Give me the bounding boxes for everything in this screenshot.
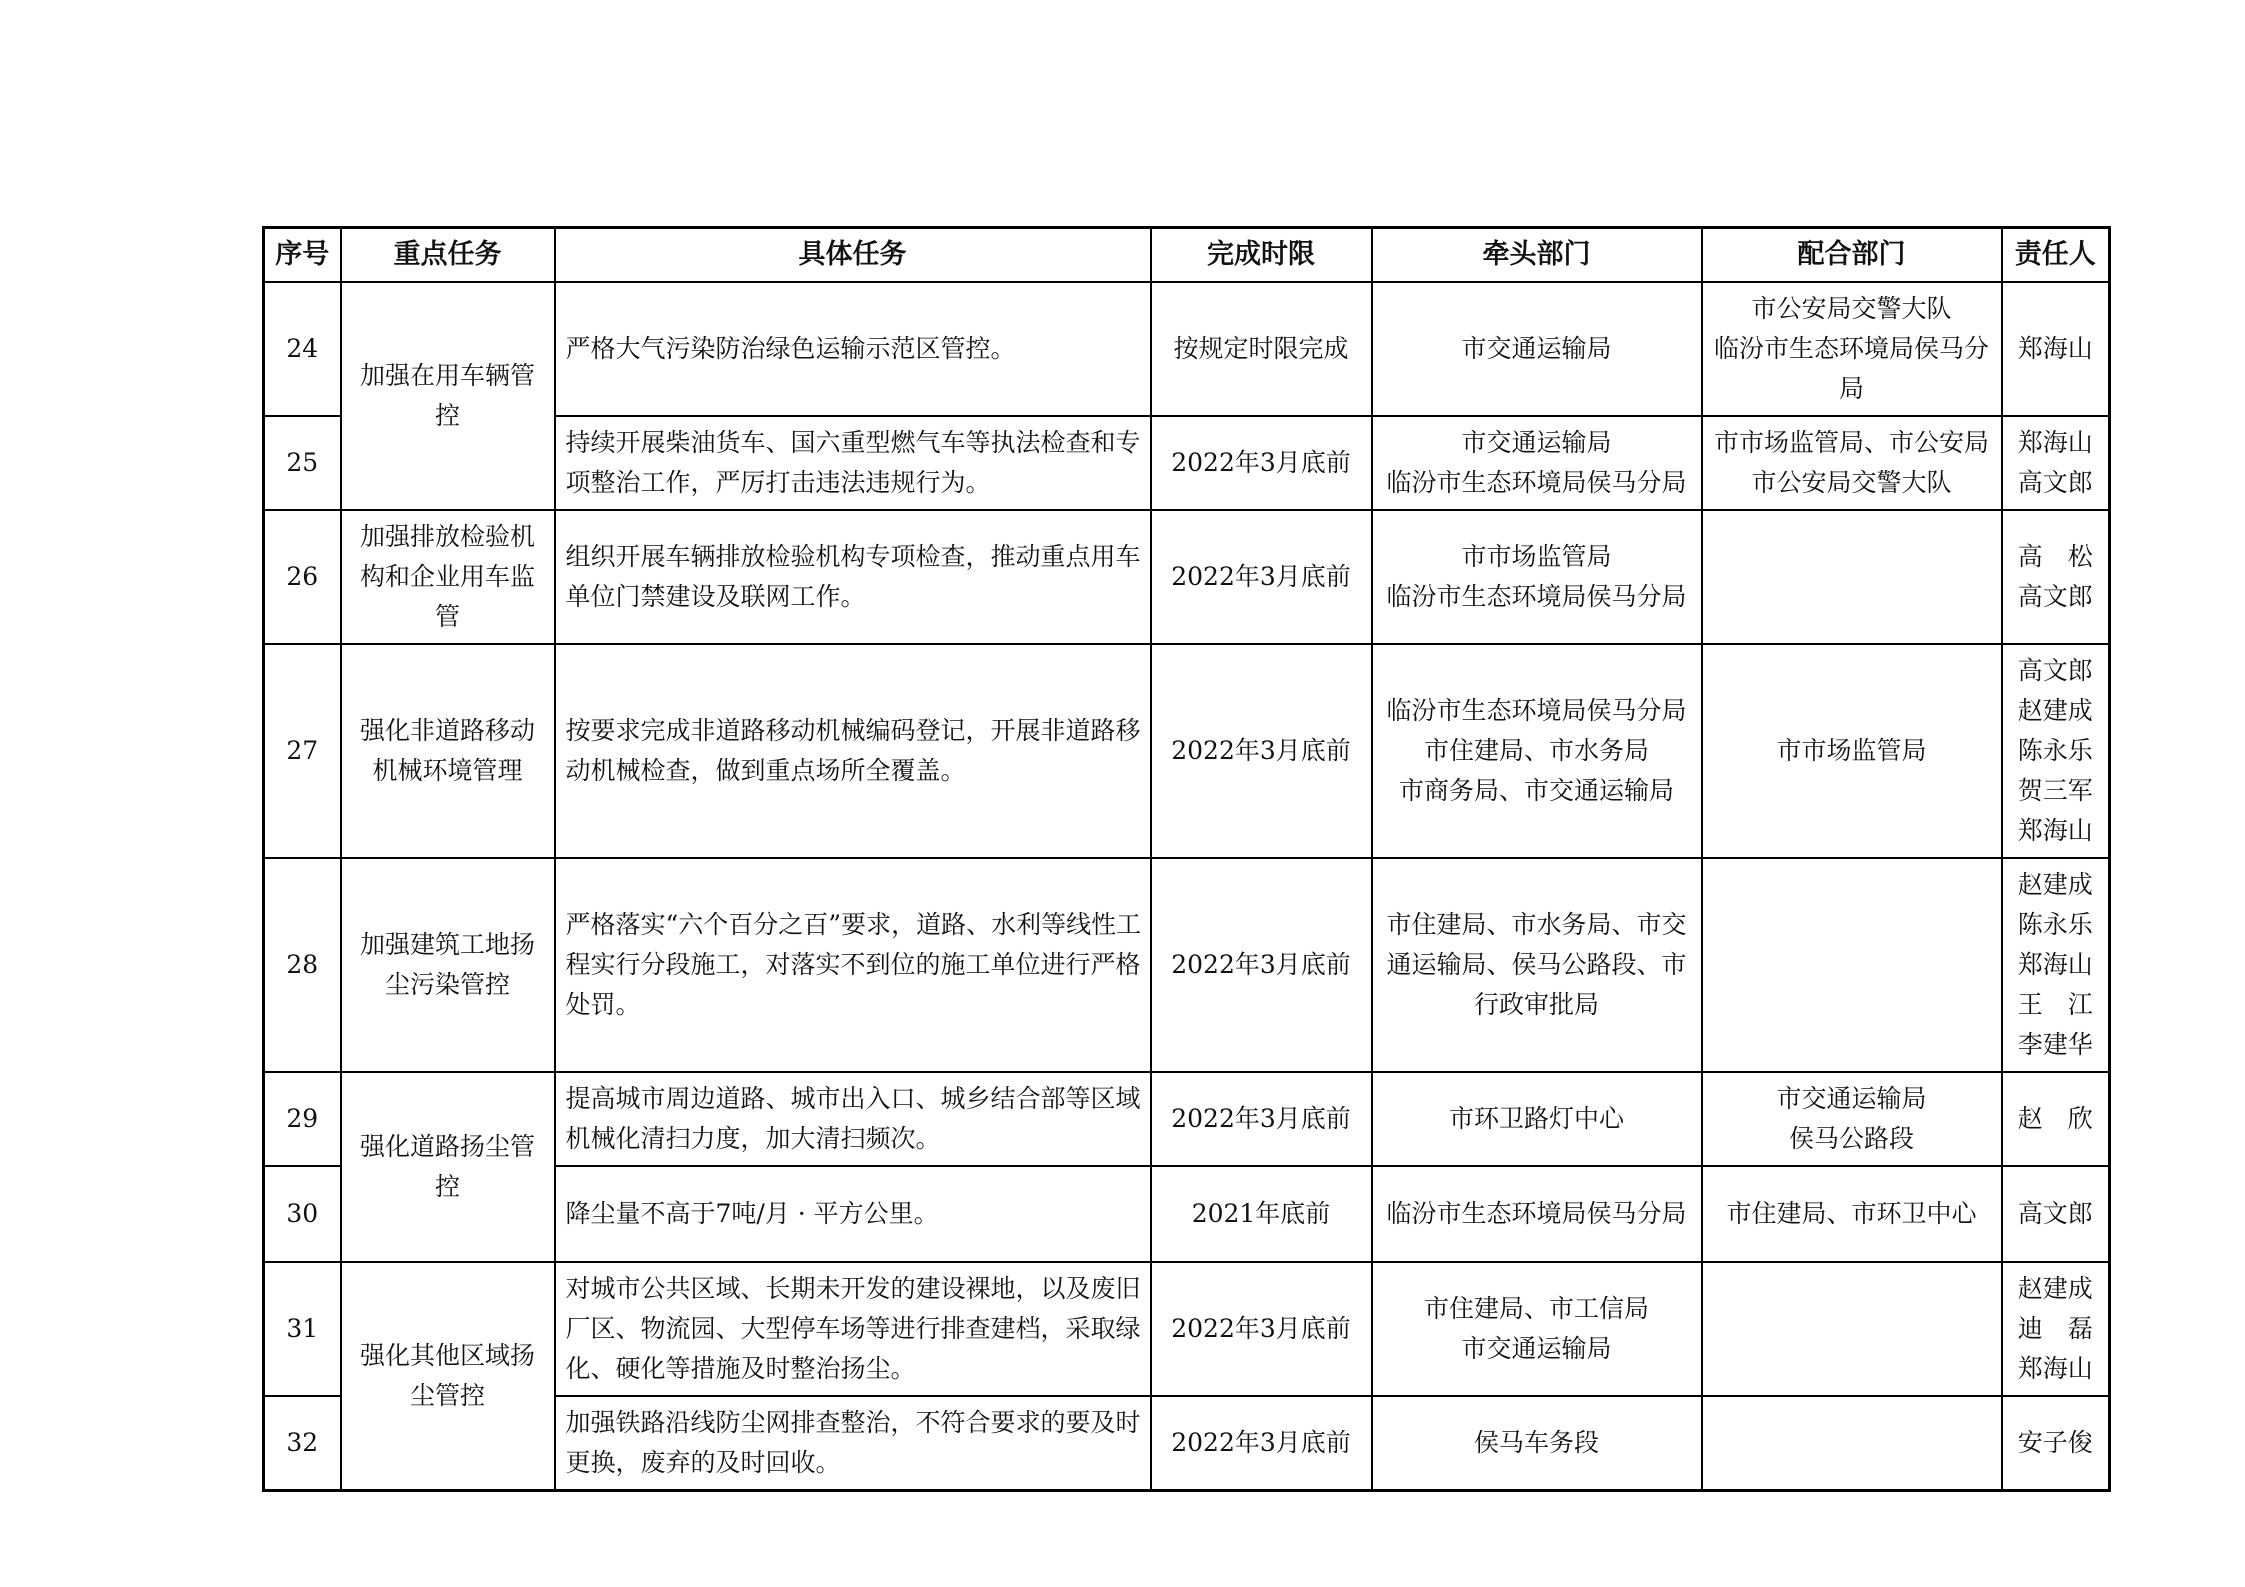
lead-department-cell <box>1372 1166 1702 1262</box>
header-cell-deadline: 完成时限 <box>1151 228 1372 283</box>
lead-department-line: 临汾市生态环境局侯马分局 <box>1386 582 1687 611</box>
header-cell-detail: 具体任务 <box>555 228 1151 283</box>
table-body <box>264 282 2110 1491</box>
cooperating-department-line: 临汾市生态环境局侯马分局 <box>1713 334 1989 403</box>
row-number: 29 <box>264 1072 341 1166</box>
key-task-cell: 加强排放检验机构和企业用车监管 <box>341 510 555 644</box>
deadline-cell: 2022年3月底前 <box>1151 1396 1372 1491</box>
responsible-person-name: 赵建成 <box>2017 870 2093 899</box>
table-row <box>264 858 2110 1072</box>
responsible-person-name: 赵建成 <box>2017 1274 2093 1303</box>
cooperating-department-cell <box>1702 1072 2002 1166</box>
responsible-person-cell <box>2002 1072 2110 1166</box>
lead-department-cell <box>1372 1262 1702 1396</box>
table-row <box>264 1262 2110 1396</box>
deadline-cell: 2022年3月底前 <box>1151 858 1372 1072</box>
lead-department-cell <box>1372 416 1702 510</box>
responsible-person-name: 迪 磊 <box>2017 1314 2093 1343</box>
cooperating-department-line: 侯马公路段 <box>1788 1124 1914 1153</box>
responsible-person-name: 贺三军 <box>2017 776 2093 805</box>
lead-department-line: 临汾市生态环境局侯马分局 <box>1386 696 1687 725</box>
header-cell-task: 重点任务 <box>341 228 555 283</box>
row-number: 27 <box>264 644 341 858</box>
header-row <box>264 228 2110 283</box>
lead-department-cell <box>1372 282 1702 416</box>
responsible-person-cell <box>2002 1262 2110 1396</box>
header-cell-lead: 牵头部门 <box>1372 228 1702 283</box>
cooperating-department-cell <box>1702 1166 2002 1262</box>
row-number: 26 <box>264 510 341 644</box>
responsible-person-cell <box>2002 510 2110 644</box>
cooperating-department-cell <box>1702 644 2002 858</box>
lead-department-line: 市交通运输局 <box>1461 428 1612 457</box>
task-detail-cell: 对城市公共区域、长期未开发的建设裸地，以及废旧厂区、物流园、大型停车场等进行排查建档，采取绿化、硬化等措施及时整治扬尘。 <box>555 1262 1151 1396</box>
deadline-cell: 2022年3月底前 <box>1151 1262 1372 1396</box>
lead-department-line: 市商务局、市交通运输局 <box>1398 776 1674 805</box>
task-detail-cell: 严格落实“六个百分之百”要求，道路、水利等线性工程实行分段施工，对落实不到位的施工单位进行严格处罚。 <box>555 858 1151 1072</box>
key-task-cell: 强化其他区域扬尘管控 <box>341 1262 555 1491</box>
lead-department-line: 临汾市生态环境局侯马分局 <box>1386 1199 1687 1228</box>
responsible-person-name: 高文郎 <box>2017 582 2093 611</box>
responsible-person-name: 李建华 <box>2017 1030 2093 1059</box>
responsible-person-cell <box>2002 416 2110 510</box>
cooperating-department-line: 市交通运输局 <box>1776 1084 1927 1113</box>
responsible-person-name: 陈永乐 <box>2017 736 2093 765</box>
lead-department-cell <box>1372 858 1702 1072</box>
row-number: 32 <box>264 1396 341 1491</box>
task-detail-cell: 组织开展车辆排放检验机构专项检查，推动重点用车单位门禁建设及联网工作。 <box>555 510 1151 644</box>
responsible-person-name: 高文郎 <box>2017 1199 2093 1228</box>
responsible-person-name: 郑海山 <box>2017 334 2093 363</box>
lead-department-line: 市住建局、市水务局 <box>1423 736 1649 765</box>
cooperating-department-cell <box>1702 1262 2002 1396</box>
responsible-person-name: 高文郎 <box>2017 468 2093 497</box>
responsible-person-name: 陈永乐 <box>2017 910 2093 939</box>
table-row <box>264 644 2110 858</box>
responsible-person-cell <box>2002 858 2110 1072</box>
deadline-cell: 2022年3月底前 <box>1151 644 1372 858</box>
responsible-person-name: 郑海山 <box>2017 428 2093 457</box>
responsible-person-name: 高 松 <box>2017 542 2093 571</box>
cooperating-department-cell <box>1702 282 2002 416</box>
task-table <box>262 226 2111 1492</box>
lead-department-line: 市环卫路灯中心 <box>1448 1104 1624 1133</box>
responsible-person-cell <box>2002 644 2110 858</box>
table-row <box>264 1072 2110 1166</box>
cooperating-department-line: 市住建局、市环卫中心 <box>1726 1199 1977 1228</box>
lead-department-cell <box>1372 510 1702 644</box>
header-cell-coop: 配合部门 <box>1702 228 2002 283</box>
deadline-cell: 2021年底前 <box>1151 1166 1372 1262</box>
responsible-person-cell <box>2002 1396 2110 1491</box>
header-cell-owner: 责任人 <box>2002 228 2110 283</box>
row-number: 28 <box>264 858 341 1072</box>
lead-department-cell <box>1372 1072 1702 1166</box>
cooperating-department-cell <box>1702 510 2002 644</box>
row-number: 24 <box>264 282 341 416</box>
task-detail-cell: 严格大气污染防治绿色运输示范区管控。 <box>555 282 1151 416</box>
key-task-cell: 加强建筑工地扬尘污染管控 <box>341 858 555 1072</box>
responsible-person-cell <box>2002 1166 2110 1262</box>
row-number: 31 <box>264 1262 341 1396</box>
responsible-person-cell <box>2002 282 2110 416</box>
cooperating-department-line: 市市场监管局 <box>1776 736 1927 765</box>
row-number: 25 <box>264 416 341 510</box>
key-task-cell: 加强在用车辆管控 <box>341 282 555 510</box>
lead-department-line: 市交通运输局 <box>1461 1334 1612 1363</box>
cooperating-department-line: 市公安局交警大队 <box>1751 468 1952 497</box>
key-task-cell: 强化非道路移动机械环境管理 <box>341 644 555 858</box>
deadline-cell: 按规定时限完成 <box>1151 282 1372 416</box>
responsible-person-name: 赵建成 <box>2017 696 2093 725</box>
row-number: 30 <box>264 1166 341 1262</box>
deadline-cell: 2022年3月底前 <box>1151 416 1372 510</box>
table-row <box>264 510 2110 644</box>
lead-department-cell <box>1372 644 1702 858</box>
cooperating-department-line: 市公安局交警大队 <box>1751 294 1952 323</box>
responsible-person-name: 郑海山 <box>2017 816 2093 845</box>
lead-department-line: 市交通运输局 <box>1461 334 1612 363</box>
responsible-person-name: 王 江 <box>2017 990 2093 1019</box>
lead-department-cell <box>1372 1396 1702 1491</box>
lead-department-line: 市住建局、市水务局、市交通运输局、侯马公路段、市行政审批局 <box>1386 910 1687 1019</box>
cooperating-department-cell <box>1702 416 2002 510</box>
responsible-person-name: 郑海山 <box>2017 1354 2093 1383</box>
key-task-cell: 强化道路扬尘管控 <box>341 1072 555 1262</box>
table-row <box>264 282 2110 416</box>
responsible-person-name: 赵 欣 <box>2017 1104 2093 1133</box>
task-detail-cell: 按要求完成非道路移动机械编码登记，开展非道路移动机械检查，做到重点场所全覆盖。 <box>555 644 1151 858</box>
lead-department-line: 市市场监管局 <box>1461 542 1612 571</box>
cooperating-department-cell <box>1702 858 2002 1072</box>
header-cell-no: 序号 <box>264 228 341 283</box>
lead-department-line: 市住建局、市工信局 <box>1423 1294 1649 1323</box>
deadline-cell: 2022年3月底前 <box>1151 1072 1372 1166</box>
cooperating-department-cell <box>1702 1396 2002 1491</box>
task-detail-cell: 提高城市周边道路、城市出入口、城乡结合部等区域机械化清扫力度，加大清扫频次。 <box>555 1072 1151 1166</box>
cooperating-department-line: 市市场监管局、市公安局 <box>1713 428 1989 457</box>
deadline-cell: 2022年3月底前 <box>1151 510 1372 644</box>
task-detail-cell: 加强铁路沿线防尘网排查整治，不符合要求的要及时更换，废弃的及时回收。 <box>555 1396 1151 1491</box>
task-detail-cell: 降尘量不高于7吨/月 · 平方公里。 <box>555 1166 1151 1262</box>
responsible-person-name: 高文郎 <box>2017 656 2093 685</box>
lead-department-line: 侯马车务段 <box>1473 1428 1599 1457</box>
responsible-person-name: 安子俊 <box>2017 1428 2093 1457</box>
lead-department-line: 临汾市生态环境局侯马分局 <box>1386 468 1687 497</box>
task-detail-cell: 持续开展柴油货车、国六重型燃气车等执法检查和专项整治工作，严厉打击违法违规行为。 <box>555 416 1151 510</box>
responsible-person-name: 郑海山 <box>2017 950 2093 979</box>
